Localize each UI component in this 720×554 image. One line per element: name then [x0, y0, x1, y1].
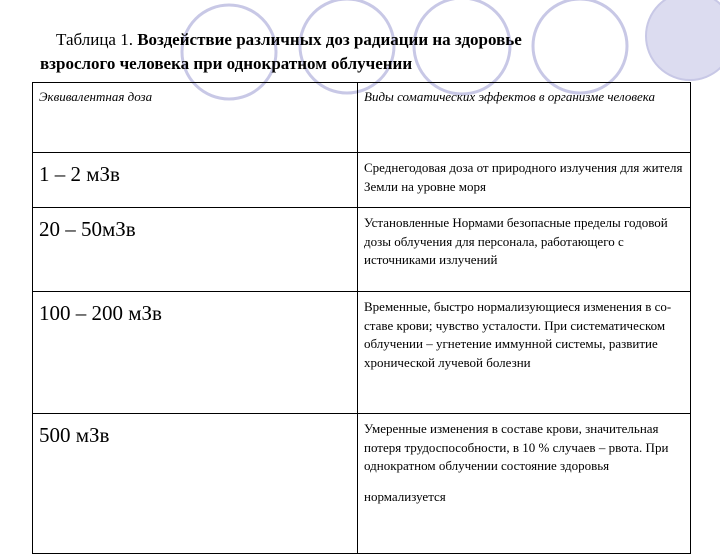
table-row	[33, 292, 691, 414]
table-row	[33, 153, 691, 208]
effect-cell: Среднегодовая доза от природного излучения для жителя Земли на уровне моря	[358, 153, 691, 208]
table-row	[33, 208, 691, 292]
caption-number: Таблица 1.	[56, 30, 138, 49]
dose-cell: 500 мЗв	[33, 414, 358, 554]
dose-cell: 1 – 2 мЗв	[33, 153, 358, 208]
table-header-row	[33, 83, 691, 153]
caption-text: Воздействие различных доз радиации на здоровье	[137, 30, 522, 49]
dose-cell: 20 – 50мЗв	[33, 208, 358, 292]
effect-cell: Временные, быстро нормализующиеся изменения в со-ставе крови; чувство усталости. При систематическом облучении – угнетение иммунной системы, развитие хронической лучевой болезни	[358, 292, 691, 414]
table-row	[33, 414, 691, 554]
radiation-dose-table	[32, 82, 691, 554]
dose-cell: 100 – 200 мЗв	[33, 292, 358, 414]
caption-text-line2: взрослого человека при однократном облучении	[40, 54, 413, 73]
table-caption	[40, 28, 680, 76]
header-dose: Эквивалентная доза	[33, 83, 358, 153]
effect-text-continued: нормализуется	[364, 488, 446, 504]
effect-cell	[358, 414, 691, 554]
effect-cell: Установленные Нормами безопасные пределы годовой дозы облучения для персонала, работающего с источниками излучений	[358, 208, 691, 292]
header-effects: Виды соматических эффектов в организме человека	[358, 83, 691, 153]
effect-text: Умеренные изменения в составе крови, значительная потеря трудоспособности, в 10 % случаев – рвота. При однократном облучении состояние здоровья	[364, 421, 669, 473]
